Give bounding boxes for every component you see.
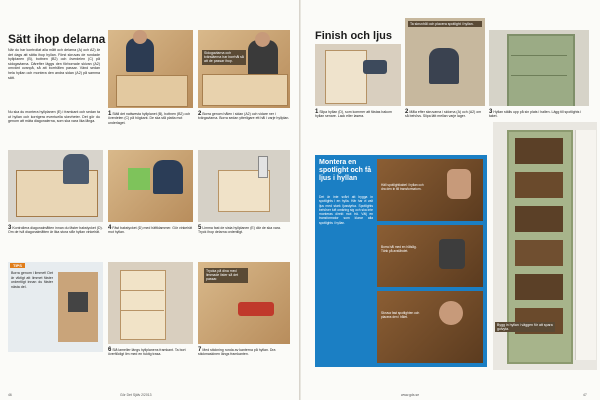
step-2-desc: Borra genom hålen i sidan (A2) och vidare ner i tvärgavlarna. Borra sedan ytterligare ett hål i varje hyllplan. <box>198 112 290 121</box>
step-2-number: 2 <box>198 111 202 117</box>
finish-step-2-desc: Måla efter skruvarna i sidorna (A) och (A2) om så behövs. Slipa lätt mellan varje lager. <box>405 110 482 119</box>
step-6-number: 6 <box>108 347 112 353</box>
finish-step-1-text <box>315 110 401 119</box>
finish-step-2-photo <box>405 18 485 106</box>
right-page-number: 47 <box>583 393 587 397</box>
photo-label-2: Trycka på dina med limmade lister så det passar. <box>204 268 248 283</box>
step-3-number: 3 <box>8 225 12 231</box>
finish-step-1-desc: Slipa hyllan (D), som kommer att fästas bakom hyllan senare. Lack eller lasera. <box>315 110 392 119</box>
left-page-title: Sätt ihop delarna <box>8 32 106 46</box>
step-3-text <box>8 226 103 235</box>
finish-step-3-number: 3 <box>489 109 493 115</box>
step-6-text <box>108 348 193 357</box>
feature-photo-3 <box>377 291 483 363</box>
step-7-photo <box>198 262 290 344</box>
callout-2: Borra hål med en hålsåg. Tänk på avståndet. <box>381 245 417 253</box>
photo-label-1: Sidogavlarna och tvärsläerna har borrhål så att de passar ihop. <box>202 50 246 65</box>
step-2-text <box>198 112 290 121</box>
feature-photo-1 <box>377 159 483 221</box>
finish-step-2-number: 2 <box>405 109 409 115</box>
door <box>575 130 596 360</box>
finish-step-3-desc: Hyllan ställs upp på sin plats i hallen. Lägg till spotlights i taket. <box>489 110 582 119</box>
feature-title: Montera en spotlight och få ljus i hyllan <box>319 159 372 182</box>
right-page-url: www.gds.se <box>401 393 420 397</box>
callout-3: Skruva fast spotlighten och placera den i hålet. <box>381 311 420 319</box>
intro-text-2: Nu ska du montera hyllplanen (E) i framkant och sedan ta ut hyllan och korrigera eventuella skevheter. Det gör du genom att mäta diagonalerna, som ska vara lika långa. <box>8 110 100 124</box>
right-page-title: Finish och ljus <box>315 30 393 42</box>
shelf-photo-caption: Bygg in hyllan i väggen för att spara golvyta. <box>495 322 555 332</box>
finish-step-3-text <box>489 110 589 119</box>
finish-step-1-photo <box>315 44 401 106</box>
step-2-photo <box>198 30 290 108</box>
left-page-number: 46 <box>8 393 12 397</box>
step-7-number: 7 <box>198 347 202 353</box>
step-5-photo <box>198 150 290 222</box>
tip-box <box>8 262 103 352</box>
spotlight-feature-panel <box>315 155 487 367</box>
step-6-photo <box>108 262 193 344</box>
step-6-desc: Slå lameller längs hyllplanens framkant. Ta bort överflödigt lim med en fuktig trasa. <box>108 348 186 357</box>
step-7-desc: Med stickning runda av kanterna på hyllan. Dra stickmaskinen längs framkanten. <box>198 348 276 357</box>
step-1-photo <box>108 30 193 108</box>
finish-step-2-text <box>405 110 485 119</box>
step-1-text <box>108 112 193 125</box>
finish-step-1-number: 1 <box>315 109 319 115</box>
step-4-photo <box>108 150 193 222</box>
feature-text: Det är inte svårt att bygga in spotlights i en hylla. Här har vi valt ljus med stark ljusstyrka. Spotlights behöver luft omkring sig och ska inte monteras direkt mot trä. Välj en transformator som klarar alla spotlights i hyllan. <box>319 195 373 225</box>
tip-photo <box>58 272 98 342</box>
step-4-desc: Fäst bakstycket (D) med häftklammer. Gör vinkelrät mot hyllan. <box>108 226 193 235</box>
finish-step-3-photo <box>489 30 589 106</box>
top-photo-label: Ta skruvhål och placera spotlight i hyllan. <box>408 21 482 27</box>
step-5-text <box>198 226 290 235</box>
step-3-desc: Kontrollera diagonalmåtten innan du fäster bakstycket (D). Om de två diagonalmåtten är lika stora står hyllan vinkelrät. <box>8 226 103 235</box>
callout-1: Häll spotlightkabel i hyllan och dra den in till transformatorn. <box>381 183 424 191</box>
left-page <box>0 0 299 400</box>
finished-shelf-photo <box>493 122 597 370</box>
step-4-number: 4 <box>108 225 112 231</box>
tip-title: TIPS <box>10 263 25 268</box>
step-4-text <box>108 226 193 235</box>
step-5-number: 5 <box>198 225 202 231</box>
step-1-number: 1 <box>108 111 112 117</box>
step-7-text <box>198 348 290 357</box>
feature-photo-2 <box>377 225 483 287</box>
left-page-magazine: Gör Det Själv 2/2013 <box>120 393 152 397</box>
right-page <box>301 0 600 400</box>
step-5-desc: Limma fast de sista hyllplanen (E) där de ska vara. Tryck ihop delarna ordentligt. <box>198 226 281 235</box>
intro-text: När du har kontrollat alla mått och delarna (A) och A2) är det dags att sätta ihop hyllan. Först skruvas de rundade hyllplanen (B), bottnen (B2) och överdelen (C) på sidogavlarna. Därefter läggs den förborrade skivan (A2) omvänt ovanpå, så att borrhålen passar. Vänd sedan hela hyllan och montera den andra sidan (A2) på samma sätt. <box>8 48 100 80</box>
step-1-desc: Ställ det nattwesta hyllplanet (B), bottnen (B2) och överdelen (C) på högkant. De ska stå platta mot underlaget. <box>108 112 191 125</box>
tip-text: Borra genom i limmet! Det är viktigt att limmet fäster ordentligt innan du fäster nästa del. <box>11 271 53 289</box>
step-3-photo <box>8 150 103 222</box>
